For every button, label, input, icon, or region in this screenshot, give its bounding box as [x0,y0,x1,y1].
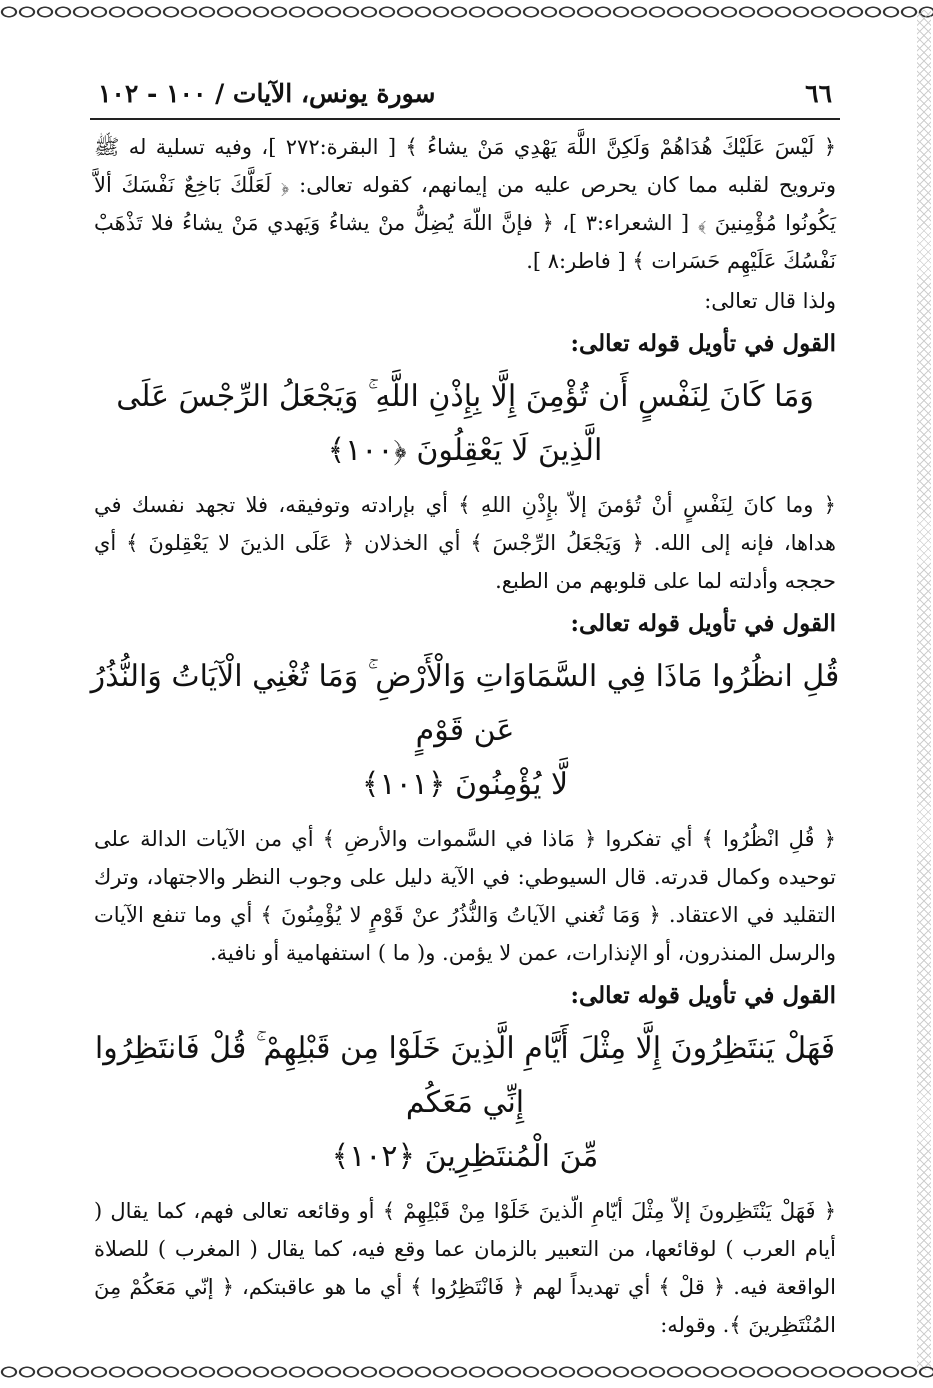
page-content [90,60,840,1344]
verse-line: مِّنَ الْمُنتَظِرِينَ ﴿١٠٢﴾ [331,1139,599,1174]
page-number: ٦٦ [805,79,832,108]
running-header [90,60,840,120]
quran-verse-102 [90,1022,840,1184]
verse-line: فَهَلْ يَنتَظِرُونَ إِلَّا مِثْلَ أَيَّامِ الَّذِينَ خَلَوْا مِن قَبْلِهِمْ ۚ قُلْ فَانتَظِرُوا إِنِّي مَعَكُم [94,1031,836,1120]
commentary-paragraph: ﴿ وما كانَ لِنَفْسٍ أنْ تُؤمنَ إلاّ بإِذْنِ اللهِ ﴾ أي بإرادته وتوفيقه، فلا تجهد نفسك في هداها، فإنه إلى الله. ﴿ وَيَجْعَلُ الرِّجْسَ ﴾ أي الخذلان ﴿ عَلَى الذينَ لا يَعْقِلونَ ﴾ أي حججه وأدلته لما على قلوبهم من الطبع. [94,493,836,593]
section-heading: القول في تأويل قوله تعالى: [570,330,836,357]
chapter-title: سورة يونس، الآيات / ١٠٠ - ١٠٢ [98,79,436,108]
section-heading: القول في تأويل قوله تعالى: [570,610,836,637]
right-edge-pattern [917,10,931,1370]
intro-tail: ولذا قال تعالى: [704,289,836,313]
quran-verse-100 [90,370,840,478]
bottom-ornamental-border [0,1364,933,1380]
commentary-paragraph: ﴿ فَهَلْ يَنْتَظِرونَ إلاّ مِثْلَ أيّامِ الّذينَ خَلَوْا مِنْ قَبْلِهِمْ ﴾ أو وقائعه تعالى فهم، كما يقال ( أيام العرب ) لوقائعها، من التعبير بالزمان عما وقع فيه، كما يقال ( المغرب ) للصلاة الواقعة فيه. ﴿ قلْ ﴾ أي تهديداً لهم ﴿ فَانْتَظِرُوا ﴾ أي ما هو عاقبتكم، ﴿ إنّي مَعَكُمْ مِنَ المُنْتَظِرينَ ﴾. وقوله: [94,1199,837,1337]
intro-paragraph: ﴿ لَيْسَ عَلَيْكَ هُدَاهُمْ وَلَكِنَّ اللَّهَ يَهْدِي مَنْ يشاءُ ﴾ [ البقرة:٢٧٢ ]، وفيه تسلية له ﷺ وترويح لقلبه مما كان يحرص عليه من إيمانهم، كقوله تعالى: ﴿ لَعَلَّكَ بَاخِعٌ نَفْسَكَ ألاَّ يَكُونُوا مُؤْمِنينَ ﴾ [ الشعراء:٣ ]، ﴿ فإنَّ اللّهَ يُضِلُّ منْ يشاءُ وَيَهدي مَنْ يشاءُ فلا تَذْهَبْ نَفْسُكَ عَلَيْهِم حَسَرات ﴾ [ فاطر:٨ ]. [94,135,837,273]
section-heading: القول في تأويل قوله تعالى: [570,982,836,1009]
verse-line: لَّا يُؤْمِنُونَ ﴿١٠١﴾ [361,767,569,802]
top-ornamental-border [0,4,933,20]
verse-line: وَمَا كَانَ لِنَفْسٍ أَن تُؤْمِنَ إِلَّا بِإِذْنِ اللَّهِ ۚ وَيَجْعَلُ الرِّجْسَ عَلَى الَّذِينَ لَا يَعْقِلُونَ ﴿١٠٠﴾ [116,379,814,468]
commentary-paragraph: ﴿ قُلِ انْظُرُوا ﴾ أي تفكروا ﴿ مَاذا في السَّموات والأرضِ ﴾ أي من الآيات الدالة على توحيده وكمال قدرته. قال السيوطي: في الآية دليل على وجوب النظر والاجتهاد، وترك التقليد في الاعتقاد. ﴿ وَمَا تُغني الآياتُ وَالنُّذُرُ عنْ قَوْمٍ لا يُؤْمِنُونَ ﴾ أي وما تنفع الآيات والرسل المنذرون، أو الإنذارات، عمن لا يؤمن. و( ما ) استفهامية أو نافية. [94,827,836,965]
verse-line: قُلِ انظُرُوا مَاذَا فِي السَّمَاوَاتِ وَالْأَرْضِ ۚ وَمَا تُغْنِي الْآيَاتُ وَالنُّذُرُ عَن قَوْمٍ [90,659,840,748]
quran-verse-101 [90,650,840,812]
